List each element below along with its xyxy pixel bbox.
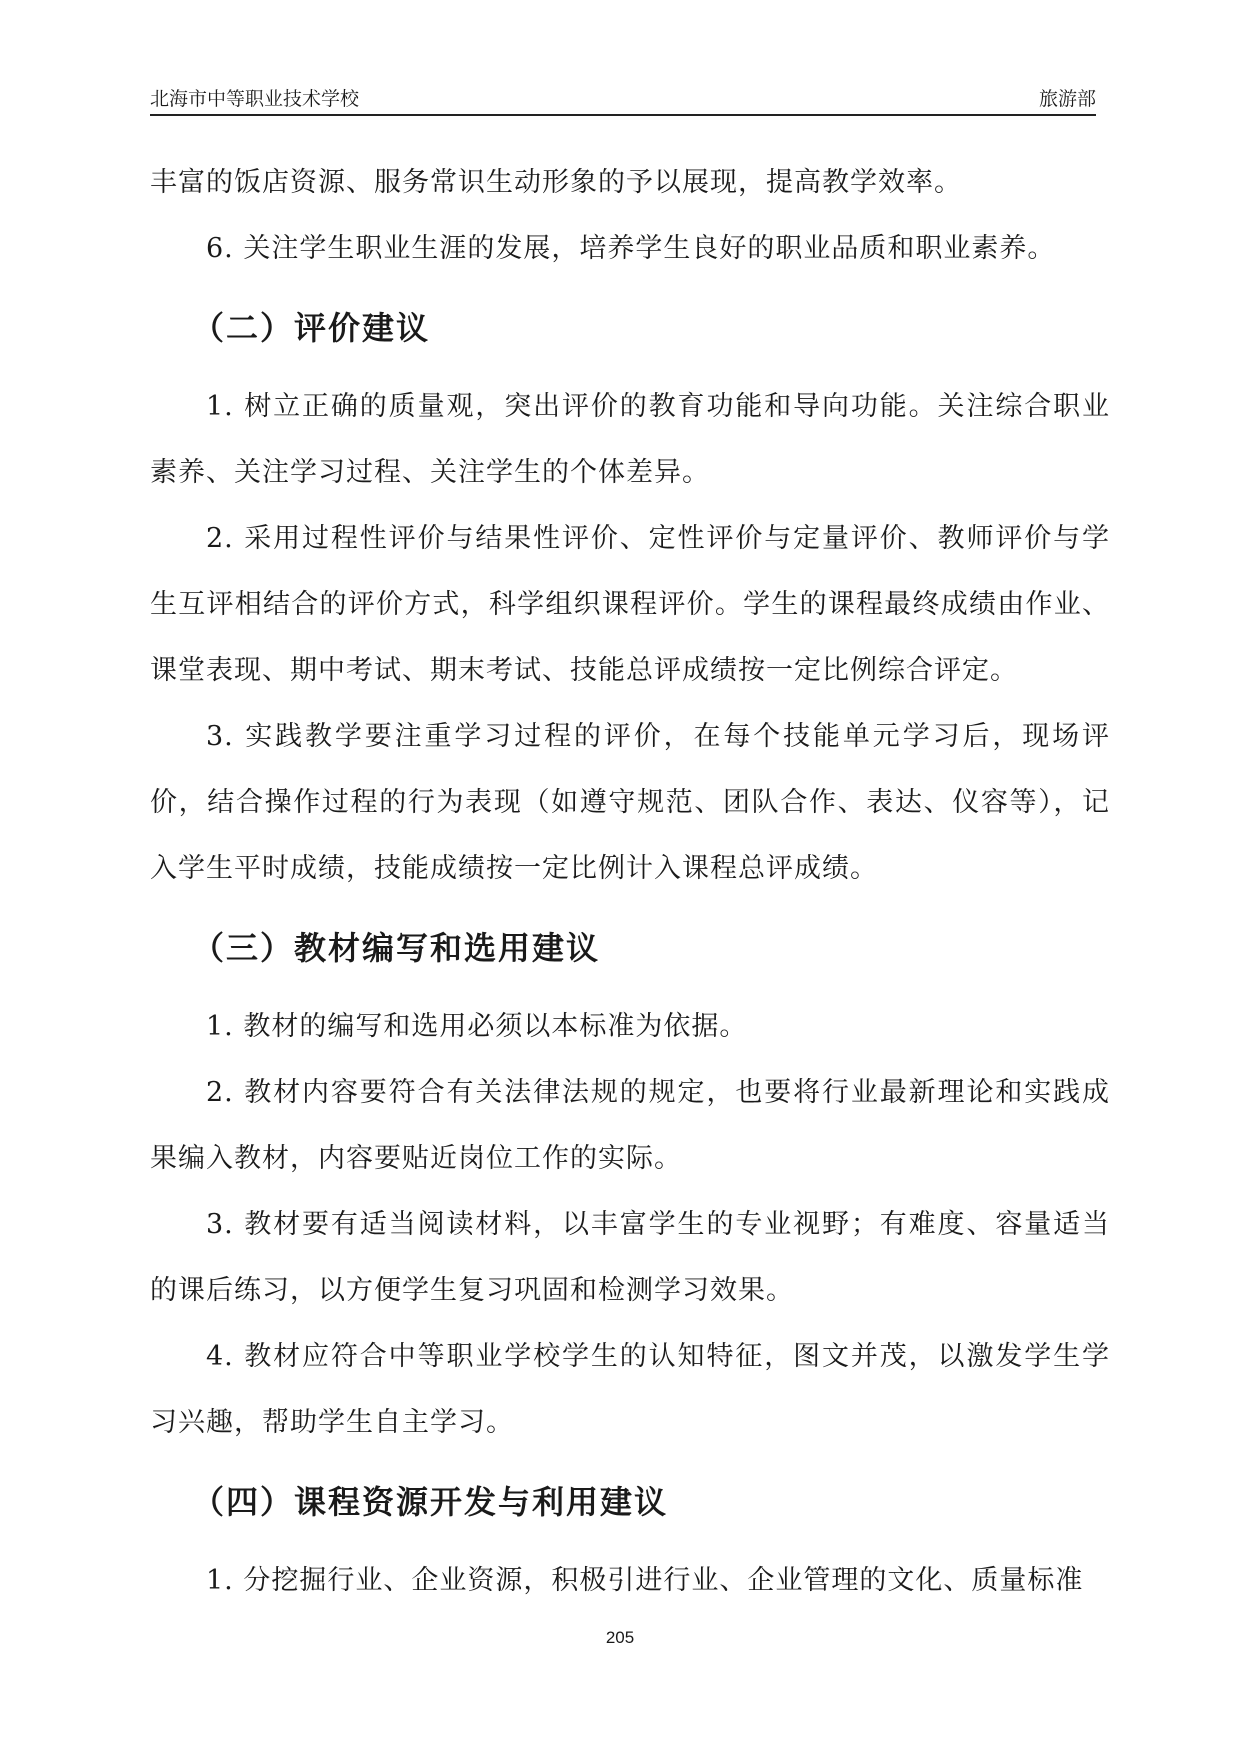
page-header <box>150 84 1096 116</box>
section-heading: （二）评价建议 <box>192 309 431 347</box>
section-heading: （三）教材编写和选用建议 <box>192 929 601 967</box>
header-school-name: 北海市中等职业技术学校 <box>150 88 360 110</box>
body-paragraph: 6. 关注学生职业生涯的发展，培养学生良好的职业品质和职业素养。 <box>206 233 1056 264</box>
body-paragraph: 3. 教材要有适当阅读材料，以丰富学生的专业视野；有难度、容量适当的课后练习，以方便学生复习巩固和检测学习效果。 <box>150 1209 1110 1306</box>
header-department: 旅游部 <box>1038 88 1096 110</box>
body-paragraph: 1. 树立正确的质量观，突出评价的教育功能和导向功能。关注综合职业素养、关注学习过程、关注学生的个体差异。 <box>150 391 1110 488</box>
body-paragraph: 2. 教材内容要符合有关法律法规的规定，也要将行业最新理论和实践成果编入教材，内容要贴近岗位工作的实际。 <box>150 1077 1110 1174</box>
document-body <box>150 150 1110 1614</box>
body-paragraph: 1. 教材的编写和选用必须以本标准为依据。 <box>206 1011 748 1042</box>
section-heading: （四）课程资源开发与利用建议 <box>192 1483 669 1521</box>
body-paragraph: 4. 教材应符合中等职业学校学生的认知特征，图文并茂，以激发学生学习兴趣，帮助学生自主学习。 <box>150 1341 1110 1438</box>
page-number: 205 <box>605 1628 635 1647</box>
body-paragraph: 2. 采用过程性评价与结果性评价、定性评价与定量评价、教师评价与学生互评相结合的评价方式，科学组织课程评价。学生的课程最终成绩由作业、课堂表现、期中考试、期末考试、技能总评成绩按一定比例综合评定。 <box>150 523 1110 686</box>
body-paragraph: 3. 实践教学要注重学习过程的评价，在每个技能单元学习后，现场评价，结合操作过程的行为表现（如遵守规范、团队合作、表达、仪容等），记入学生平时成绩，技能成绩按一定比例计入课程总评成绩。 <box>150 721 1110 884</box>
body-paragraph: 1. 分挖掘行业、企业资源，积极引进行业、企业管理的文化、质量标准 <box>206 1565 1084 1596</box>
body-paragraph: 丰富的饭店资源、服务常识生动形象的予以展现，提高教学效率。 <box>150 167 962 198</box>
